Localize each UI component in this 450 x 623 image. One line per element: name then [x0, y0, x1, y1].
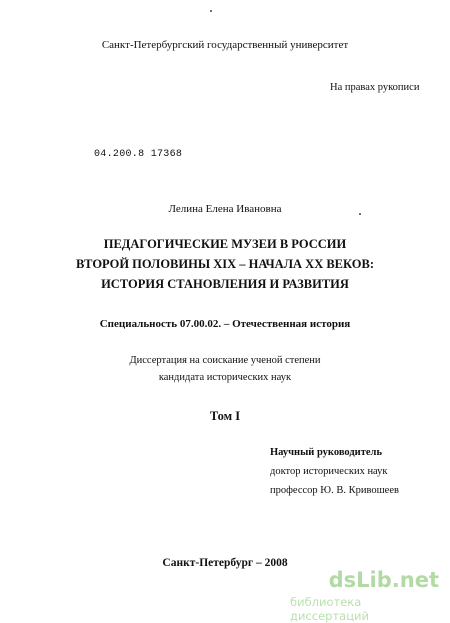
- thesis-title-line-2: ВТОРОЙ ПОЛОВИНЫ XIX – НАЧАЛА XX ВЕКОВ:: [75, 257, 374, 271]
- degree-line-1: Диссертация на соискание ученой степени: [129, 355, 321, 366]
- volume-label: Том I: [209, 409, 241, 423]
- supervisor-degree: доктор исторических наук: [270, 466, 388, 477]
- watermark-subtitle: библиотека диссертаций: [290, 595, 369, 623]
- supervisor-name: профессор Ю. В. Кривошеев: [270, 485, 399, 496]
- dslib-watermark: [290, 568, 445, 623]
- university-name: Санкт-Петербургский государственный университет: [101, 39, 349, 51]
- supervisor-heading: Научный руководитель: [270, 447, 382, 458]
- manuscript-rights-note: На правах рукописи: [330, 82, 420, 93]
- degree-line-2: кандидата исторических наук: [158, 372, 292, 383]
- watermark-logo: dsLib.net: [328, 568, 439, 592]
- catalog-number: 04.200.8 17368: [94, 149, 183, 160]
- thesis-title-line-1: ПЕДАГОГИЧЕСКИЕ МУЗЕИ В РОССИИ: [103, 237, 347, 251]
- city-year: Санкт-Петербург – 2008: [162, 557, 288, 569]
- author-name: Лелина Елена Ивановна: [168, 203, 282, 215]
- thesis-title-line-3: ИСТОРИЯ СТАНОВЛЕНИЯ И РАЗВИТИЯ: [101, 277, 349, 291]
- specialty-line: Специальность 07.00.02. – Отечественная история: [99, 318, 351, 330]
- scan-speck: [210, 10, 212, 12]
